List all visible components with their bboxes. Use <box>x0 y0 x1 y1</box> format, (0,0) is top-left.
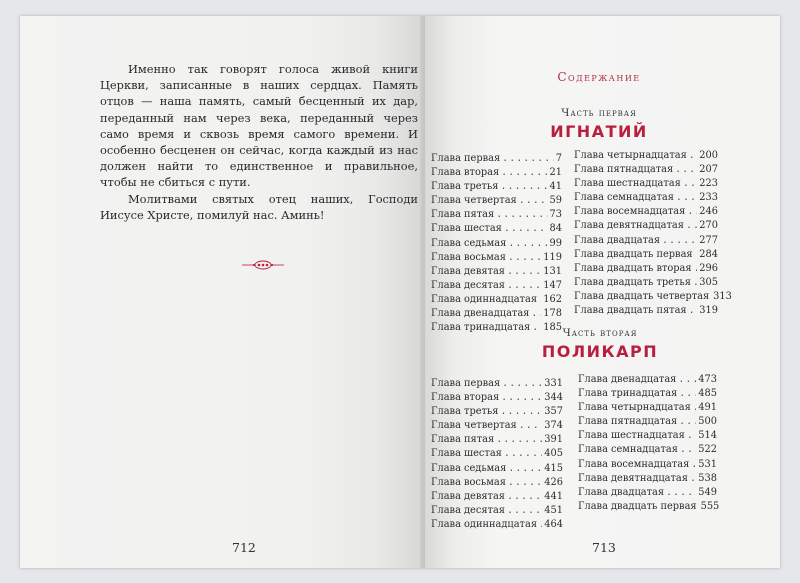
toc-entry-title: Глава двадцать первая <box>574 248 693 260</box>
toc-leader-dots <box>501 391 542 405</box>
toc-entry-title: Глава тринадцатая <box>578 388 678 400</box>
toc-entry-title: Глава шестнадцатая <box>574 178 681 190</box>
toc-entry-title: Глава третья <box>431 406 499 418</box>
toc-entry-page: 296 <box>699 262 718 274</box>
toc-entry-page: 500 <box>698 416 717 428</box>
toc-entry-page: 357 <box>544 406 563 418</box>
toc-entry <box>578 429 717 443</box>
toc-entry-title: Глава двадцать пятая <box>574 305 687 317</box>
toc-entry-page: 485 <box>698 388 717 400</box>
toc-entry-page: 305 <box>699 276 718 288</box>
toc-entry-page: 405 <box>544 448 563 460</box>
toc-entry-title: Глава пятнадцатая <box>574 164 674 176</box>
toc-entry <box>431 518 563 532</box>
toc-entry-title: Глава тринадцатая <box>431 322 531 334</box>
toc-entry-page: 84 <box>549 223 562 235</box>
toc-leader-dots <box>508 476 542 490</box>
toc-entry-title: Глава четвертая <box>431 195 517 207</box>
toc-entry-title: Глава четырнадцатая <box>578 402 691 414</box>
toc-entry-page: 185 <box>543 322 562 334</box>
toc-entry <box>431 504 563 518</box>
toc-entry <box>431 433 563 447</box>
toc-entry-title: Глава девятнадцатая <box>578 472 688 484</box>
page-number-right: 713 <box>592 540 616 555</box>
toc-entry-page: 555 <box>700 500 720 512</box>
toc-column <box>431 152 562 335</box>
toc-entry <box>578 401 717 415</box>
toc-entry-title: Глава девятая <box>431 490 505 502</box>
toc-leader-dots <box>686 219 697 233</box>
toc-entry-title: Глава шестая <box>431 223 502 235</box>
ornament-divider-icon <box>242 259 284 271</box>
toc-entry <box>578 500 720 514</box>
toc-entry <box>574 234 718 248</box>
toc-leader-dots <box>531 307 541 321</box>
toc-entry-title: Глава восьмая <box>431 251 506 263</box>
toc-entry-page: 223 <box>699 178 718 190</box>
toc-entry <box>578 458 717 472</box>
toc-entry <box>578 373 717 387</box>
toc-title: Содержание <box>557 70 641 84</box>
toc-leader-dots <box>690 472 696 486</box>
left-page <box>20 16 425 568</box>
toc-entry-title: Глава одиннадцатая <box>431 518 537 530</box>
toc-entry-title: Глава пятнадцатая <box>578 416 678 428</box>
toc-entry <box>431 251 562 265</box>
toc-entry <box>431 391 563 405</box>
toc-entry-page: 162 <box>543 293 562 305</box>
toc-entry-title: Глава двенадцатая <box>578 374 677 385</box>
toc-entry-page: 538 <box>698 472 717 484</box>
toc-leader-dots <box>679 415 696 429</box>
toc-leader-dots <box>507 504 542 518</box>
toc-entry <box>431 490 563 504</box>
toc-leader-dots <box>666 486 696 500</box>
toc-entry-page: 514 <box>698 430 717 442</box>
toc-leader-dots <box>519 194 548 208</box>
toc-entry-page: 7 <box>555 153 562 164</box>
toc-entry <box>431 237 562 251</box>
toc-entry <box>574 219 718 233</box>
part-name: ПОЛИКАРП <box>541 342 659 361</box>
toc-entry-page: 178 <box>543 308 562 320</box>
toc-entry <box>574 290 732 304</box>
toc-entry-page: 441 <box>544 490 563 502</box>
toc-leader-dots <box>507 265 541 279</box>
toc-entry-title: Глава десятая <box>431 279 505 291</box>
toc-leader-dots <box>502 377 542 391</box>
toc-entry <box>578 443 717 457</box>
toc-entry <box>431 447 563 461</box>
toc-entry-page: 451 <box>544 504 563 516</box>
toc-entry-page: 415 <box>544 462 563 474</box>
right-page <box>425 16 780 568</box>
toc-entry <box>578 472 717 486</box>
toc-entry-title: Глава вторая <box>431 167 500 179</box>
toc-leader-dots <box>504 222 548 236</box>
toc-entry-title: Глава седьмая <box>431 237 507 249</box>
toc-entry-page: 344 <box>544 392 563 404</box>
paragraph: Именно так говорят голоса живой книги Церкви, записанные в наших сердцах. Память отцов — наша память, самый бесценный их дар, переданный нам через века, переданный через само время и сквозь время самого времени. И особенно бесценен он сейчас, когда каждый из нас должен найти то единственное и правильное, чтобы не сбиться с пути. <box>100 62 418 190</box>
toc-entry-title: Глава третья <box>431 181 499 193</box>
toc-entry-title: Глава первая <box>431 378 501 389</box>
toc-entry <box>574 262 718 276</box>
toc-leader-dots <box>695 248 698 262</box>
toc-entry <box>574 304 718 318</box>
paragraph: Молитвами святых отец наших, Господи Иисусе Христе, помилуй нас. Аминь! <box>100 191 418 222</box>
toc-entry <box>431 152 562 166</box>
toc-entry-title: Глава семнадцатая <box>578 444 678 456</box>
toc-entry-title: Глава вторая <box>431 392 500 404</box>
toc-entry <box>431 462 563 476</box>
body-text <box>100 61 418 223</box>
toc-entry-page: 270 <box>699 220 718 232</box>
toc-leader-dots <box>507 490 542 504</box>
toc-leader-dots <box>539 293 541 307</box>
toc-entry-page: 99 <box>549 237 562 249</box>
book-spread <box>20 16 780 568</box>
toc-leader-dots <box>679 387 696 401</box>
toc-leader-dots <box>508 462 542 476</box>
part-name: ИГНАТИЙ <box>550 122 648 141</box>
toc-entry <box>574 177 718 191</box>
toc-leader-dots <box>507 279 541 293</box>
toc-entry-page: 59 <box>549 195 562 207</box>
part-label: Часть вторая <box>562 327 638 339</box>
toc-entry-page: 531 <box>698 458 717 470</box>
toc-entry-page: 491 <box>698 402 717 414</box>
toc-entry-title: Глава восемнадцатая <box>574 206 686 218</box>
toc-entry-title: Глава двадцать четвертая <box>574 290 710 302</box>
toc-entry-title: Глава двадцать первая <box>578 500 697 512</box>
toc-entry <box>431 222 562 236</box>
toc-leader-dots <box>689 149 698 163</box>
toc-entry <box>431 180 562 194</box>
toc-entry-page: 473 <box>698 374 717 385</box>
toc-entry-title: Глава шестая <box>431 448 502 460</box>
toc-entry-page: 464 <box>544 518 563 530</box>
toc-leader-dots <box>683 177 697 191</box>
toc-entry <box>431 166 562 180</box>
toc-entry-title: Глава двенадцатая <box>431 308 530 320</box>
toc-leader-dots <box>539 518 542 532</box>
toc-column <box>431 377 563 532</box>
toc-entry-title: Глава девятнадцатая <box>574 220 684 232</box>
toc-entry-page: 426 <box>544 476 563 488</box>
toc-entry-title: Глава двадцатая <box>578 486 665 498</box>
toc-entry-title: Глава двадцать третья <box>574 276 691 288</box>
toc-leader-dots <box>676 191 697 205</box>
toc-entry-page: 246 <box>699 206 718 218</box>
toc-entry-title: Глава семнадцатая <box>574 192 674 204</box>
toc-entry <box>574 205 718 219</box>
toc-column <box>578 373 720 514</box>
toc-entry-title: Глава восьмая <box>431 476 506 488</box>
toc-leader-dots <box>508 251 541 265</box>
toc-leader-dots <box>693 276 697 290</box>
toc-entry-title: Глава первая <box>431 153 501 164</box>
toc-entry-page: 233 <box>699 192 718 204</box>
toc-entry-title: Глава четвертая <box>431 420 517 432</box>
toc-entry <box>431 265 562 279</box>
toc-entry-page: 331 <box>544 378 563 389</box>
page-number-left: 712 <box>232 540 256 555</box>
toc-entry <box>578 415 717 429</box>
toc-entry <box>431 476 563 490</box>
toc-leader-dots <box>662 234 697 248</box>
toc-entry <box>574 191 718 205</box>
toc-entry-page: 374 <box>544 420 563 432</box>
toc-entry <box>574 276 718 290</box>
toc-entry-title: Глава пятая <box>431 209 495 221</box>
toc-entry-page: 207 <box>699 164 718 176</box>
toc-entry <box>578 486 717 500</box>
toc-leader-dots <box>687 429 696 443</box>
toc-entry <box>431 293 562 307</box>
toc-entry-page: 200 <box>699 150 718 161</box>
part-label: Часть первая <box>561 107 637 119</box>
toc-leader-dots <box>519 419 543 433</box>
toc-leader-dots <box>675 163 697 177</box>
toc-leader-dots <box>691 458 696 472</box>
toc-leader-dots <box>496 208 547 222</box>
toc-entry-title: Глава седьмая <box>431 462 507 474</box>
toc-leader-dots <box>508 237 547 251</box>
toc-leader-dots <box>693 401 697 415</box>
toc-leader-dots <box>500 180 547 194</box>
toc-entry-title: Глава десятая <box>431 504 505 516</box>
toc-entry <box>431 377 563 391</box>
toc-entry-title: Глава шестнадцатая <box>578 430 685 442</box>
toc-entry <box>431 419 563 433</box>
toc-leader-dots <box>694 262 698 276</box>
toc-leader-dots <box>689 304 698 318</box>
toc-entry <box>431 194 562 208</box>
toc-leader-dots <box>687 205 697 219</box>
toc-entry-page: 522 <box>698 444 717 456</box>
toc-entry <box>431 279 562 293</box>
toc-entry-page: 73 <box>549 209 562 221</box>
toc-entry-title: Глава девятая <box>431 265 505 277</box>
toc-entry-title: Глава пятая <box>431 434 495 446</box>
toc-entry-page: 284 <box>699 248 718 260</box>
toc-entry-page: 41 <box>549 181 562 193</box>
toc-leader-dots <box>500 405 542 419</box>
toc-entry <box>431 307 562 321</box>
toc-entry-title: Глава двадцатая <box>574 234 661 246</box>
toc-entry <box>431 405 563 419</box>
toc-entry-page: 277 <box>699 234 718 246</box>
toc-entry-title: Глава одиннадцатая <box>431 293 537 305</box>
toc-entry-page: 549 <box>698 486 717 498</box>
toc-entry-title: Глава четырнадцатая <box>574 150 687 161</box>
toc-leader-dots <box>501 166 547 180</box>
toc-entry-page: 21 <box>549 167 562 179</box>
toc-column <box>574 149 732 318</box>
toc-entry-page: 119 <box>543 251 562 263</box>
toc-leader-dots <box>504 447 542 461</box>
toc-leader-dots <box>502 152 554 166</box>
toc-leader-dots <box>496 433 542 447</box>
toc-entry-page: 391 <box>544 434 563 446</box>
toc-entry-title: Глава восемнадцатая <box>578 458 690 470</box>
toc-entry-title: Глава двадцать вторая <box>574 262 692 274</box>
toc-leader-dots <box>678 373 696 387</box>
toc-entry <box>574 248 718 262</box>
toc-leader-dots <box>680 443 696 457</box>
toc-entry <box>574 149 718 163</box>
toc-entry <box>574 163 718 177</box>
toc-entry-page: 313 <box>713 290 732 302</box>
toc-entry-page: 131 <box>543 265 562 277</box>
toc-entry <box>578 387 717 401</box>
toc-entry-page: 319 <box>699 305 718 317</box>
toc-entry-page: 147 <box>543 279 562 291</box>
toc-entry <box>431 208 562 222</box>
